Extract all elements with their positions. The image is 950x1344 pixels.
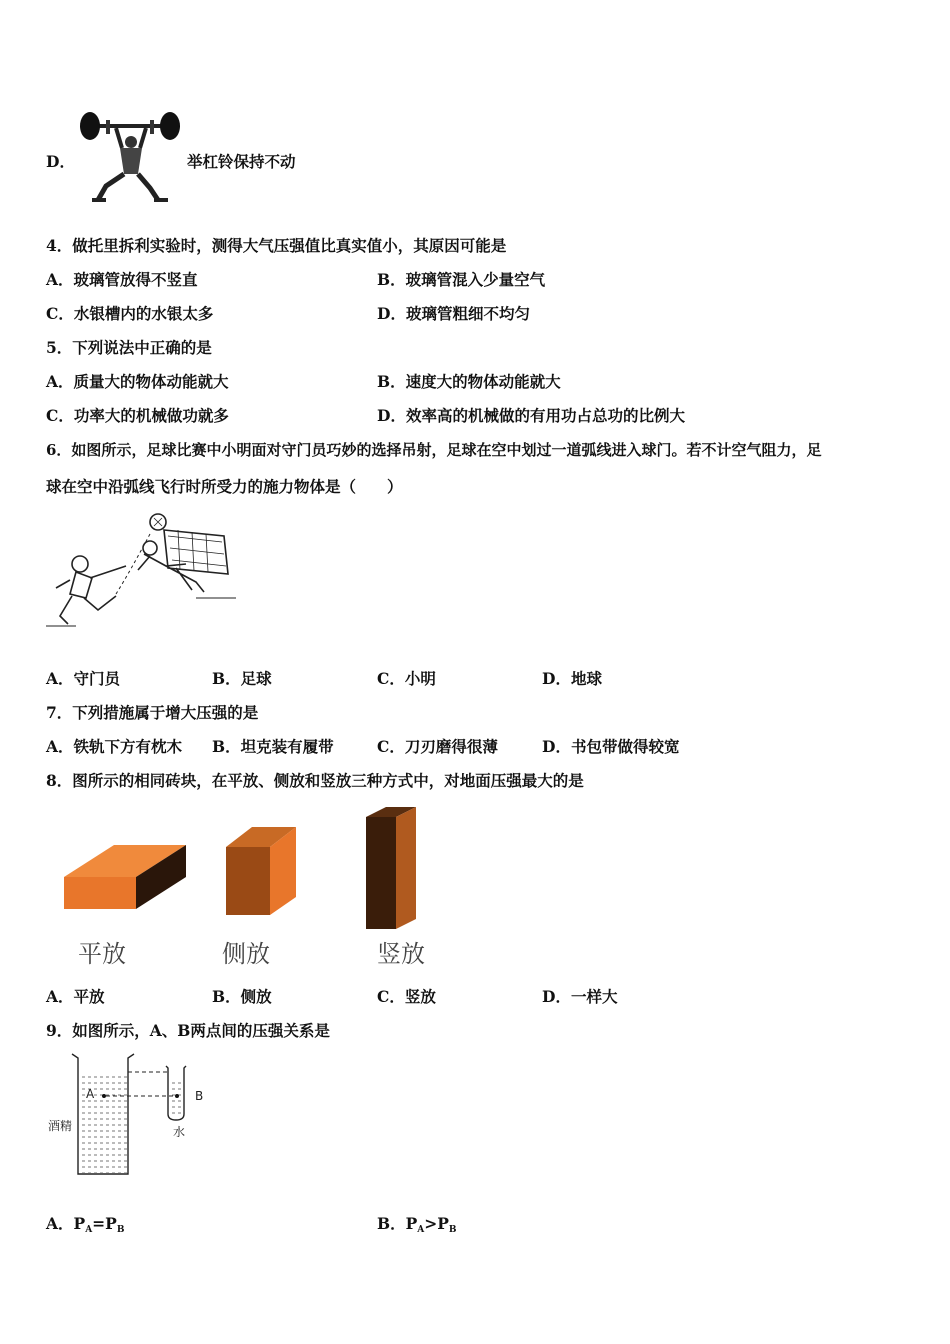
q9-option-b-p1: P	[405, 1214, 418, 1233]
q3-option-d-letter: D．	[46, 152, 75, 171]
q7-option-c: C．刀刃磨得很薄	[377, 737, 498, 756]
beaker-figure	[46, 1050, 211, 1184]
q6-stem-line2: 球在空中沿弧线飞行时所受力的施力物体是（ ）	[46, 477, 403, 496]
q7-option-b: B．坦克装有履带	[212, 737, 334, 756]
q5-option-b: B．速度大的物体动能就大	[377, 372, 561, 391]
q9-option-a-op: =	[92, 1214, 106, 1233]
brick-label-flat: 平放	[78, 940, 126, 968]
q9-stem: 9．如图所示，A、B两点间的压强关系是	[46, 1021, 330, 1040]
q4-stem: 4．做托里拆利实验时，测得大气压强值比真实值小，其原因可能是	[46, 236, 507, 255]
brick-side	[226, 827, 296, 915]
q9-option-b-sub2: B	[448, 1225, 457, 1235]
point-b-label: B	[195, 1089, 204, 1103]
q9-option-a	[46, 1214, 124, 1240]
q6-stem-line1: 6．如图所示，足球比赛中小明面对守门员巧妙的选择吊射，足球在空中划过一道弧线进入球门。若不计空气阻力，足	[46, 441, 822, 459]
q8-option-b: B．侧放	[212, 987, 272, 1006]
q8-option-d: D．一样大	[542, 987, 618, 1006]
q5-stem: 5．下列说法中正确的是	[46, 338, 212, 357]
brick-label-side: 侧放	[222, 940, 270, 968]
q9-option-a-letter: A．	[46, 1214, 74, 1233]
q4-option-b: B．玻璃管混入少量空气	[377, 270, 546, 289]
brick-flat	[64, 845, 186, 909]
q4-option-c: C．水银槽内的水银太多	[46, 304, 214, 323]
q9-option-a-p2: P	[105, 1214, 117, 1233]
point-a-label: A	[86, 1087, 95, 1101]
q5-option-a: A．质量大的物体动能就大	[46, 372, 229, 391]
soccer-goal-image	[46, 508, 236, 638]
water-label: 水	[173, 1125, 186, 1139]
q9-option-a-p1: P	[73, 1214, 86, 1233]
q4-option-a: A．玻璃管放得不竖直	[46, 270, 198, 289]
q9-option-b-sub1: A	[417, 1225, 425, 1235]
weightlifter-image	[76, 108, 186, 210]
q5-option-c: C．功率大的机械做功就多	[46, 406, 229, 425]
q7-option-a: A．铁轨下方有枕木	[46, 737, 183, 756]
q6-option-b: B．足球	[212, 669, 272, 688]
q6-option-d: D．地球	[542, 669, 602, 688]
q8-option-c: C．竖放	[377, 987, 436, 1006]
q9-option-b-op: >	[424, 1214, 438, 1233]
q9-option-b-p2: P	[437, 1214, 449, 1233]
q6-option-c: C．小明	[377, 669, 436, 688]
bricks-figure	[60, 805, 440, 939]
q8-option-a: A．平放	[46, 987, 105, 1006]
q8-stem: 8．图所示的相同砖块，在平放、侧放和竖放三种方式中，对地面压强最大的是	[46, 771, 584, 790]
q5-option-d: D．效率高的机械做的有用功占总功的比例大	[377, 406, 685, 425]
q9-option-a-sub2: B	[116, 1225, 125, 1235]
q7-option-d: D．书包带做得较宽	[542, 737, 680, 756]
q9-option-b-letter: B．	[377, 1214, 406, 1233]
brick-label-vertical: 竖放	[377, 940, 425, 968]
q3-option-d-text: 举杠铃保持不动	[187, 152, 296, 171]
q7-stem: 7．下列措施属于增大压强的是	[46, 703, 259, 722]
q6-option-a: A．守门员	[46, 669, 121, 688]
q4-option-d: D．玻璃管粗细不均匀	[377, 304, 530, 323]
q9-option-b	[377, 1214, 457, 1240]
q9-option-a-sub1: A	[85, 1225, 93, 1235]
alcohol-label: 酒精	[48, 1119, 73, 1133]
brick-vertical	[366, 807, 416, 929]
